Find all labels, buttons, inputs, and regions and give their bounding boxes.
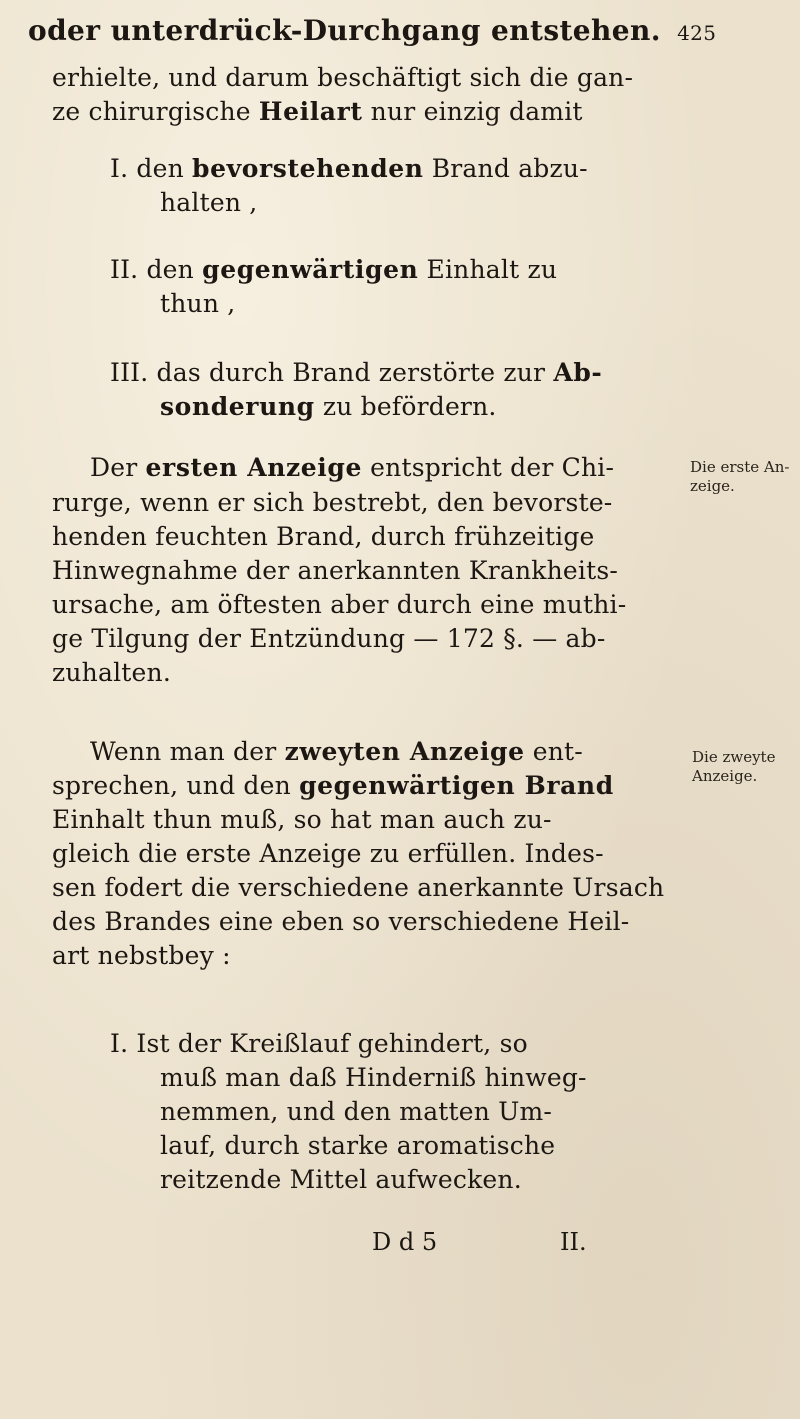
list2-line-1: I. Ist der Kreißlauf gehindert, so — [110, 1029, 528, 1058]
list2-line-3: nemmen, und den matten Um- — [160, 1097, 553, 1126]
para1-line-3: henden feuchten Brand, durch frühzeitige — [52, 522, 595, 551]
margin-note-second: Die zweyte Anzeige. — [692, 748, 776, 785]
running-title: oder unterdrück-Durchgang entstehen. — [28, 14, 661, 47]
list2-line-5: reitzende Mittel aufwecken. — [160, 1165, 522, 1194]
para1-line-2: rurge, wenn er sich bestrebt, den bevorste- — [52, 488, 613, 517]
list1-item-2: II. den gegenwärtigen Einhalt zu — [110, 255, 558, 284]
list1-item-1-cont: halten , — [160, 188, 258, 217]
page-number: 425 — [677, 21, 717, 45]
signature-mark: D d 5 — [372, 1228, 438, 1256]
para1-line-5: ursache, am öftesten aber durch eine muthi- — [52, 590, 627, 619]
para2-line-6: des Brandes eine eben so verschiedene Heil- — [52, 907, 630, 936]
list2-line-4: lauf, durch starke aromatische — [160, 1131, 556, 1160]
para1-line-4: Hinwegnahme der anerkannten Krankheits- — [52, 556, 619, 585]
para2-line-4: gleich die erste Anzeige zu erfüllen. Indes- — [52, 839, 604, 868]
para2-line-7: art nebstbey : — [52, 941, 231, 970]
para1-line-6: ge Tilgung der Entzündung — 172 §. — ab- — [52, 624, 606, 653]
list1-item-3: III. das durch Brand zerstörte zur Ab- — [110, 358, 603, 387]
emphasis-heilart: Heilart — [258, 97, 363, 126]
para2-line-5: sen fodert die verschiedene anerkannte Ursach — [52, 873, 665, 902]
para2-line-3: Einhalt thun muß, so hat man auch zu- — [52, 805, 552, 834]
running-header — [28, 14, 716, 47]
para1-line-7: zuhalten. — [52, 658, 171, 687]
para2-line-2: sprechen, und den gegenwärtigen Brand — [52, 771, 614, 800]
list1-item-3-cont: sonderung zu befördern. — [160, 392, 497, 421]
catchword: II. — [560, 1228, 587, 1256]
intro-line-2: ze chirurgische Heilart nur einzig damit — [52, 97, 583, 126]
intro-line-1: erhielte, und darum beschäftigt sich die gan- — [52, 63, 634, 92]
list1-item-2-cont: thun , — [160, 289, 236, 318]
para2-line-1: Wenn man der zweyten Anzeige ent- — [90, 737, 583, 766]
margin-note-first: Die erste An- zeige. — [690, 458, 790, 495]
list1-item-1: I. den bevorstehenden Brand abzu- — [110, 154, 588, 183]
para1-line-1: Der ersten Anzeige entspricht der Chi- — [90, 453, 615, 482]
list2-line-2: muß man daß Hinderniß hinweg- — [160, 1063, 587, 1092]
